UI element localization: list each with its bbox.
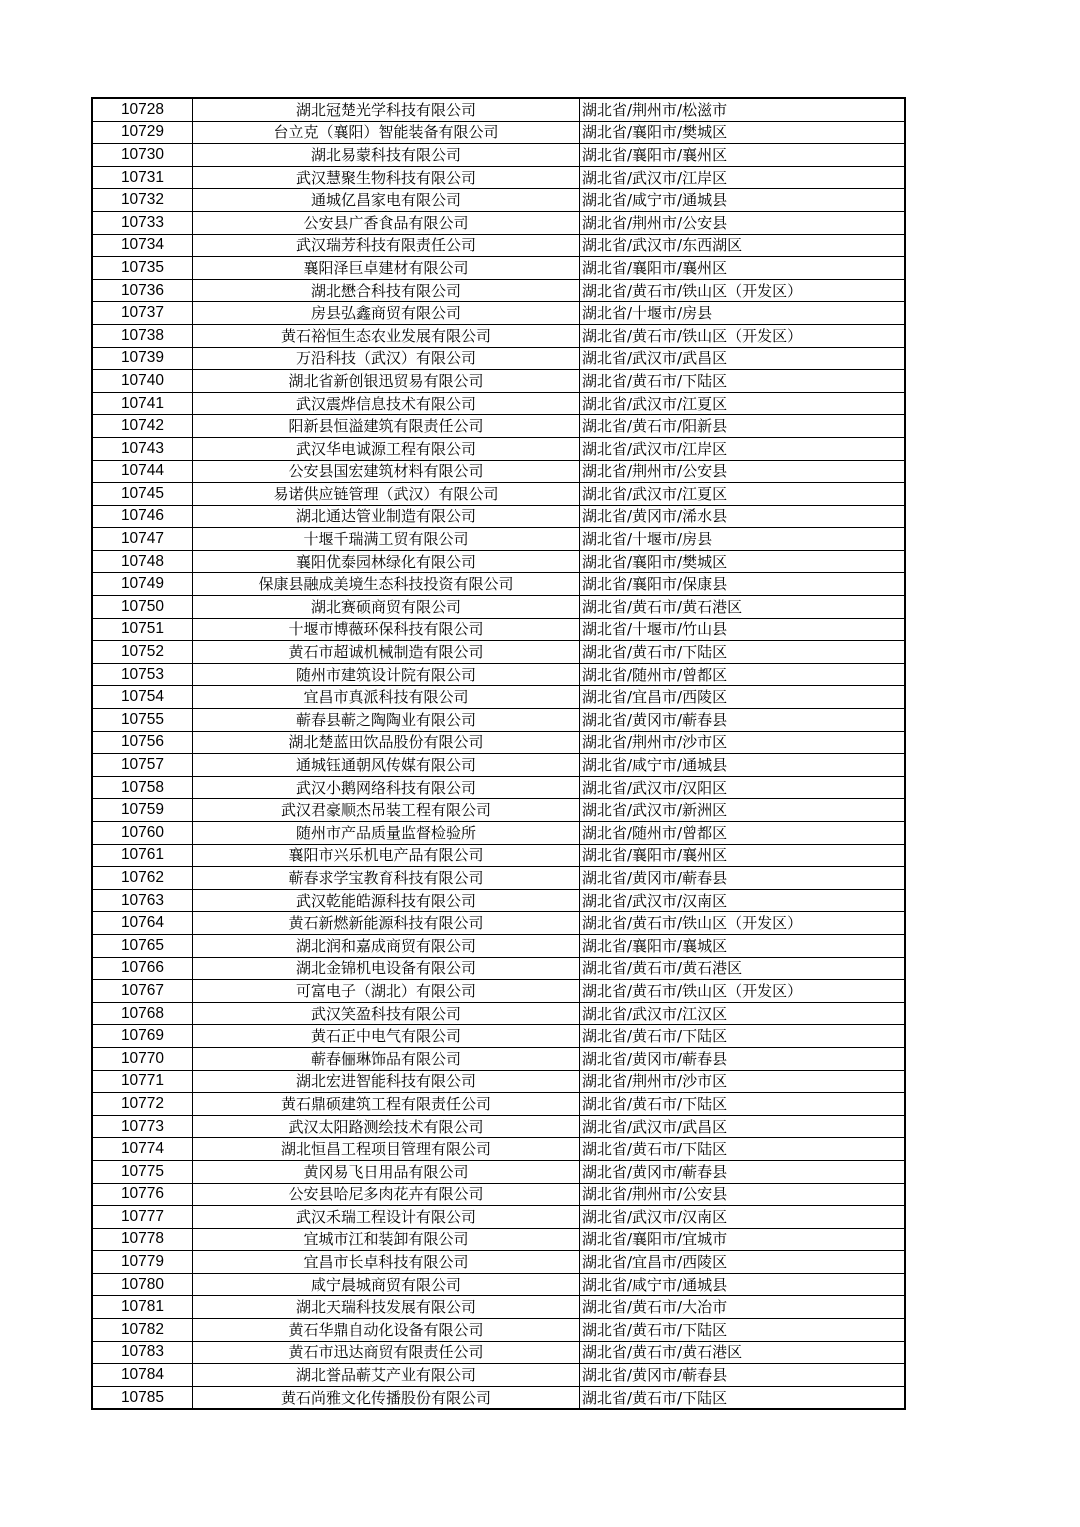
table-row bbox=[92, 121, 905, 144]
region-cell: 湖北省/襄阳市/樊城区 bbox=[580, 121, 906, 144]
id-cell: 10732 bbox=[92, 189, 193, 212]
company-name-cell: 湖北誉品蕲艾产业有限公司 bbox=[193, 1364, 580, 1387]
table-row bbox=[92, 1273, 905, 1296]
region-cell: 湖北省/黄石市/下陆区 bbox=[580, 1319, 906, 1342]
table-row bbox=[92, 166, 905, 189]
id-cell: 10754 bbox=[92, 686, 193, 709]
table-row bbox=[92, 483, 905, 506]
company-name-cell: 房县弘鑫商贸有限公司 bbox=[193, 302, 580, 325]
table-row bbox=[92, 1183, 905, 1206]
region-cell: 湖北省/襄阳市/襄城区 bbox=[580, 934, 906, 957]
region-cell: 湖北省/黄石市/下陆区 bbox=[580, 1138, 906, 1161]
region-cell: 湖北省/黄石市/铁山区（开发区） bbox=[580, 912, 906, 935]
table-row bbox=[92, 1002, 905, 1025]
id-cell: 10747 bbox=[92, 528, 193, 551]
table-row bbox=[92, 257, 905, 280]
table-row bbox=[92, 1206, 905, 1229]
id-cell: 10775 bbox=[92, 1160, 193, 1183]
id-cell: 10750 bbox=[92, 596, 193, 619]
company-name-cell: 湖北楚蓝田饮品股份有限公司 bbox=[193, 731, 580, 754]
company-name-cell: 湖北赛硕商贸有限公司 bbox=[193, 596, 580, 619]
id-cell: 10730 bbox=[92, 144, 193, 167]
region-cell: 湖北省/十堰市/房县 bbox=[580, 302, 906, 325]
id-cell: 10780 bbox=[92, 1273, 193, 1296]
table-row bbox=[92, 415, 905, 438]
company-name-cell: 易诺供应链管理（武汉）有限公司 bbox=[193, 483, 580, 506]
id-cell: 10777 bbox=[92, 1206, 193, 1229]
company-name-cell: 蕲春俪琳饰品有限公司 bbox=[193, 1047, 580, 1070]
region-cell: 湖北省/宜昌市/西陵区 bbox=[580, 686, 906, 709]
table-row bbox=[92, 799, 905, 822]
table-row bbox=[92, 98, 905, 121]
id-cell: 10779 bbox=[92, 1251, 193, 1274]
id-cell: 10740 bbox=[92, 370, 193, 393]
id-cell: 10761 bbox=[92, 844, 193, 867]
company-name-cell: 襄阳市兴乐机电产品有限公司 bbox=[193, 844, 580, 867]
company-name-cell: 黄石新燃新能源科技有限公司 bbox=[193, 912, 580, 935]
company-name-cell: 公安县哈尼多肉花卉有限公司 bbox=[193, 1183, 580, 1206]
id-cell: 10771 bbox=[92, 1070, 193, 1093]
company-name-cell: 武汉小鹅网络科技有限公司 bbox=[193, 776, 580, 799]
region-cell: 湖北省/黄冈市/蕲春县 bbox=[580, 709, 906, 732]
table-row bbox=[92, 822, 905, 845]
company-name-cell: 湖北金锦机电设备有限公司 bbox=[193, 957, 580, 980]
region-cell: 湖北省/武汉市/江汉区 bbox=[580, 1002, 906, 1025]
region-cell: 湖北省/黄冈市/蕲春县 bbox=[580, 867, 906, 890]
id-cell: 10770 bbox=[92, 1047, 193, 1070]
company-name-cell: 保康县融成美境生态科技投资有限公司 bbox=[193, 573, 580, 596]
table-row bbox=[92, 302, 905, 325]
table-row bbox=[92, 1115, 905, 1138]
company-name-cell: 湖北润和嘉成商贸有限公司 bbox=[193, 934, 580, 957]
region-cell: 湖北省/荆州市/松滋市 bbox=[580, 98, 906, 121]
table-row bbox=[92, 1228, 905, 1251]
table-row bbox=[92, 1341, 905, 1364]
id-cell: 10758 bbox=[92, 776, 193, 799]
region-cell: 湖北省/武汉市/江夏区 bbox=[580, 483, 906, 506]
id-cell: 10778 bbox=[92, 1228, 193, 1251]
company-name-cell: 万沿科技（武汉）有限公司 bbox=[193, 347, 580, 370]
id-cell: 10742 bbox=[92, 415, 193, 438]
id-cell: 10744 bbox=[92, 460, 193, 483]
id-cell: 10760 bbox=[92, 822, 193, 845]
region-cell: 湖北省/黄冈市/浠水县 bbox=[580, 505, 906, 528]
id-cell: 10748 bbox=[92, 550, 193, 573]
company-name-cell: 蕲春县蕲之陶陶业有限公司 bbox=[193, 709, 580, 732]
table-row bbox=[92, 663, 905, 686]
table-row bbox=[92, 347, 905, 370]
id-cell: 10763 bbox=[92, 889, 193, 912]
table-row bbox=[92, 573, 905, 596]
id-cell: 10738 bbox=[92, 324, 193, 347]
company-name-cell: 湖北懋合科技有限公司 bbox=[193, 279, 580, 302]
region-cell: 湖北省/武汉市/武昌区 bbox=[580, 1115, 906, 1138]
region-cell: 湖北省/武汉市/汉南区 bbox=[580, 889, 906, 912]
id-cell: 10766 bbox=[92, 957, 193, 980]
table-row bbox=[92, 1386, 905, 1409]
table-row bbox=[92, 144, 905, 167]
id-cell: 10773 bbox=[92, 1115, 193, 1138]
region-cell: 湖北省/黄石市/铁山区（开发区） bbox=[580, 279, 906, 302]
company-name-cell: 武汉禾瑞工程设计有限公司 bbox=[193, 1206, 580, 1229]
region-cell: 湖北省/黄石市/阳新县 bbox=[580, 415, 906, 438]
id-cell: 10733 bbox=[92, 211, 193, 234]
table-row bbox=[92, 980, 905, 1003]
table-row bbox=[92, 912, 905, 935]
company-name-cell: 蕲春求学宝教育科技有限公司 bbox=[193, 867, 580, 890]
company-name-cell: 随州市产品质量监督检验所 bbox=[193, 822, 580, 845]
company-name-cell: 阳新县恒溢建筑有限责任公司 bbox=[193, 415, 580, 438]
region-cell: 湖北省/黄石市/铁山区（开发区） bbox=[580, 980, 906, 1003]
region-cell: 湖北省/黄冈市/蕲春县 bbox=[580, 1364, 906, 1387]
company-name-cell: 武汉太阳路测绘技术有限公司 bbox=[193, 1115, 580, 1138]
table-row bbox=[92, 754, 905, 777]
table-row bbox=[92, 1070, 905, 1093]
table-row bbox=[92, 1160, 905, 1183]
table-row bbox=[92, 324, 905, 347]
id-cell: 10731 bbox=[92, 166, 193, 189]
region-cell: 湖北省/襄阳市/保康县 bbox=[580, 573, 906, 596]
region-cell: 湖北省/武汉市/新洲区 bbox=[580, 799, 906, 822]
region-cell: 湖北省/咸宁市/通城县 bbox=[580, 189, 906, 212]
company-name-cell: 武汉乾能皓源科技有限公司 bbox=[193, 889, 580, 912]
company-name-cell: 黄石市迅达商贸有限责任公司 bbox=[193, 1341, 580, 1364]
id-cell: 10745 bbox=[92, 483, 193, 506]
table-row bbox=[92, 234, 905, 257]
region-cell: 湖北省/荆州市/沙市区 bbox=[580, 1070, 906, 1093]
table-row bbox=[92, 1251, 905, 1274]
id-cell: 10752 bbox=[92, 641, 193, 664]
table-row bbox=[92, 279, 905, 302]
table-row bbox=[92, 776, 905, 799]
id-cell: 10736 bbox=[92, 279, 193, 302]
company-list-table bbox=[91, 97, 906, 1410]
region-cell: 湖北省/黄石市/下陆区 bbox=[580, 641, 906, 664]
table-row bbox=[92, 1138, 905, 1161]
region-cell: 湖北省/荆州市/沙市区 bbox=[580, 731, 906, 754]
id-cell: 10782 bbox=[92, 1319, 193, 1342]
id-cell: 10746 bbox=[92, 505, 193, 528]
table-row bbox=[92, 211, 905, 234]
table-row bbox=[92, 686, 905, 709]
id-cell: 10739 bbox=[92, 347, 193, 370]
table-row bbox=[92, 1093, 905, 1116]
table-row bbox=[92, 1364, 905, 1387]
company-name-cell: 宜城市江和装卸有限公司 bbox=[193, 1228, 580, 1251]
company-name-cell: 黄石裕恒生态农业发展有限公司 bbox=[193, 324, 580, 347]
id-cell: 10784 bbox=[92, 1364, 193, 1387]
company-name-cell: 十堰市博薇环保科技有限公司 bbox=[193, 618, 580, 641]
region-cell: 湖北省/咸宁市/通城县 bbox=[580, 1273, 906, 1296]
region-cell: 湖北省/黄石市/下陆区 bbox=[580, 1093, 906, 1116]
id-cell: 10764 bbox=[92, 912, 193, 935]
company-name-cell: 湖北宏进智能科技有限公司 bbox=[193, 1070, 580, 1093]
id-cell: 10755 bbox=[92, 709, 193, 732]
id-cell: 10774 bbox=[92, 1138, 193, 1161]
region-cell: 湖北省/咸宁市/通城县 bbox=[580, 754, 906, 777]
region-cell: 湖北省/十堰市/竹山县 bbox=[580, 618, 906, 641]
region-cell: 湖北省/黄石市/黄石港区 bbox=[580, 1341, 906, 1364]
company-name-cell: 湖北冠楚光学科技有限公司 bbox=[193, 98, 580, 121]
region-cell: 湖北省/襄阳市/樊城区 bbox=[580, 550, 906, 573]
table-row bbox=[92, 641, 905, 664]
table-row bbox=[92, 505, 905, 528]
table-row bbox=[92, 618, 905, 641]
region-cell: 湖北省/黄石市/下陆区 bbox=[580, 370, 906, 393]
company-name-cell: 湖北省新创银迅贸易有限公司 bbox=[193, 370, 580, 393]
id-cell: 10785 bbox=[92, 1386, 193, 1409]
id-cell: 10757 bbox=[92, 754, 193, 777]
company-name-cell: 台立克（襄阳）智能装备有限公司 bbox=[193, 121, 580, 144]
id-cell: 10759 bbox=[92, 799, 193, 822]
table-row bbox=[92, 1319, 905, 1342]
region-cell: 湖北省/武汉市/汉南区 bbox=[580, 1206, 906, 1229]
region-cell: 湖北省/黄石市/铁山区（开发区） bbox=[580, 324, 906, 347]
company-name-cell: 武汉震烨信息技术有限公司 bbox=[193, 392, 580, 415]
table-row bbox=[92, 550, 905, 573]
company-name-cell: 黄冈易飞日用品有限公司 bbox=[193, 1160, 580, 1183]
id-cell: 10783 bbox=[92, 1341, 193, 1364]
id-cell: 10734 bbox=[92, 234, 193, 257]
id-cell: 10741 bbox=[92, 392, 193, 415]
region-cell: 湖北省/随州市/曾都区 bbox=[580, 663, 906, 686]
id-cell: 10737 bbox=[92, 302, 193, 325]
id-cell: 10729 bbox=[92, 121, 193, 144]
region-cell: 湖北省/黄石市/黄石港区 bbox=[580, 957, 906, 980]
company-name-cell: 黄石正中电气有限公司 bbox=[193, 1025, 580, 1048]
id-cell: 10781 bbox=[92, 1296, 193, 1319]
table-row bbox=[92, 596, 905, 619]
id-cell: 10768 bbox=[92, 1002, 193, 1025]
region-cell: 湖北省/黄石市/大冶市 bbox=[580, 1296, 906, 1319]
id-cell: 10749 bbox=[92, 573, 193, 596]
region-cell: 湖北省/襄阳市/襄州区 bbox=[580, 257, 906, 280]
region-cell: 湖北省/十堰市/房县 bbox=[580, 528, 906, 551]
id-cell: 10751 bbox=[92, 618, 193, 641]
table-body bbox=[92, 98, 905, 1409]
table-row bbox=[92, 934, 905, 957]
region-cell: 湖北省/荆州市/公安县 bbox=[580, 1183, 906, 1206]
id-cell: 10728 bbox=[92, 98, 193, 121]
id-cell: 10765 bbox=[92, 934, 193, 957]
table-row bbox=[92, 731, 905, 754]
company-name-cell: 黄石市超诚机械制造有限公司 bbox=[193, 641, 580, 664]
region-cell: 湖北省/黄石市/下陆区 bbox=[580, 1386, 906, 1409]
id-cell: 10743 bbox=[92, 437, 193, 460]
company-name-cell: 武汉君豪顺杰吊装工程有限公司 bbox=[193, 799, 580, 822]
id-cell: 10769 bbox=[92, 1025, 193, 1048]
company-name-cell: 宜昌市长卓科技有限公司 bbox=[193, 1251, 580, 1274]
company-name-cell: 湖北通达管业制造有限公司 bbox=[193, 505, 580, 528]
table-row bbox=[92, 1025, 905, 1048]
company-name-cell: 可富电子（湖北）有限公司 bbox=[193, 980, 580, 1003]
region-cell: 湖北省/黄冈市/蕲春县 bbox=[580, 1047, 906, 1070]
id-cell: 10776 bbox=[92, 1183, 193, 1206]
id-cell: 10762 bbox=[92, 867, 193, 890]
table-row bbox=[92, 867, 905, 890]
table-row bbox=[92, 889, 905, 912]
company-name-cell: 咸宁晨城商贸有限公司 bbox=[193, 1273, 580, 1296]
region-cell: 湖北省/黄石市/黄石港区 bbox=[580, 596, 906, 619]
company-name-cell: 武汉瑞芳科技有限责任公司 bbox=[193, 234, 580, 257]
region-cell: 湖北省/武汉市/东西湖区 bbox=[580, 234, 906, 257]
region-cell: 湖北省/黄石市/下陆区 bbox=[580, 1025, 906, 1048]
region-cell: 湖北省/黄冈市/蕲春县 bbox=[580, 1160, 906, 1183]
region-cell: 湖北省/武汉市/武昌区 bbox=[580, 347, 906, 370]
region-cell: 湖北省/武汉市/江岸区 bbox=[580, 166, 906, 189]
company-name-cell: 湖北天瑞科技发展有限公司 bbox=[193, 1296, 580, 1319]
company-name-cell: 湖北易蒙科技有限公司 bbox=[193, 144, 580, 167]
company-name-cell: 通城钰通朝风传媒有限公司 bbox=[193, 754, 580, 777]
region-cell: 湖北省/荆州市/公安县 bbox=[580, 460, 906, 483]
region-cell: 湖北省/随州市/曾都区 bbox=[580, 822, 906, 845]
id-cell: 10756 bbox=[92, 731, 193, 754]
id-cell: 10772 bbox=[92, 1093, 193, 1116]
company-name-cell: 武汉笑盈科技有限公司 bbox=[193, 1002, 580, 1025]
company-name-cell: 黄石尚雅文化传播股份有限公司 bbox=[193, 1386, 580, 1409]
region-cell: 湖北省/武汉市/汉阳区 bbox=[580, 776, 906, 799]
table-row bbox=[92, 460, 905, 483]
region-cell: 湖北省/荆州市/公安县 bbox=[580, 211, 906, 234]
id-cell: 10767 bbox=[92, 980, 193, 1003]
company-name-cell: 襄阳优泰园林绿化有限公司 bbox=[193, 550, 580, 573]
table-row bbox=[92, 709, 905, 732]
company-name-cell: 随州市建筑设计院有限公司 bbox=[193, 663, 580, 686]
company-name-cell: 十堰千瑞满工贸有限公司 bbox=[193, 528, 580, 551]
table-row bbox=[92, 189, 905, 212]
table-row bbox=[92, 370, 905, 393]
company-name-cell: 武汉慧聚生物科技有限公司 bbox=[193, 166, 580, 189]
table-row bbox=[92, 437, 905, 460]
company-name-cell: 宜昌市真派科技有限公司 bbox=[193, 686, 580, 709]
company-name-cell: 公安县广香食品有限公司 bbox=[193, 211, 580, 234]
company-name-cell: 襄阳泽巨卓建材有限公司 bbox=[193, 257, 580, 280]
table-row bbox=[92, 392, 905, 415]
table-row bbox=[92, 957, 905, 980]
table-row bbox=[92, 844, 905, 867]
region-cell: 湖北省/宜昌市/西陵区 bbox=[580, 1251, 906, 1274]
table-row bbox=[92, 528, 905, 551]
company-name-cell: 湖北恒昌工程项目管理有限公司 bbox=[193, 1138, 580, 1161]
region-cell: 湖北省/武汉市/江岸区 bbox=[580, 437, 906, 460]
company-name-cell: 通城亿昌家电有限公司 bbox=[193, 189, 580, 212]
region-cell: 湖北省/武汉市/江夏区 bbox=[580, 392, 906, 415]
company-name-cell: 黄石华鼎自动化设备有限公司 bbox=[193, 1319, 580, 1342]
company-name-cell: 武汉华电诚源工程有限公司 bbox=[193, 437, 580, 460]
id-cell: 10753 bbox=[92, 663, 193, 686]
company-name-cell: 黄石鼎硕建筑工程有限责任公司 bbox=[193, 1093, 580, 1116]
region-cell: 湖北省/襄阳市/宜城市 bbox=[580, 1228, 906, 1251]
table-row bbox=[92, 1047, 905, 1070]
table-row bbox=[92, 1296, 905, 1319]
region-cell: 湖北省/襄阳市/襄州区 bbox=[580, 844, 906, 867]
id-cell: 10735 bbox=[92, 257, 193, 280]
region-cell: 湖北省/襄阳市/襄州区 bbox=[580, 144, 906, 167]
company-name-cell: 公安县国宏建筑材料有限公司 bbox=[193, 460, 580, 483]
